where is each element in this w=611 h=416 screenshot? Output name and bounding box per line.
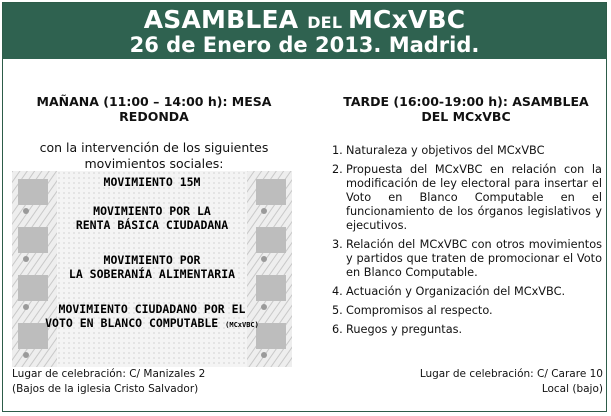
morning-title: MAÑANA (11:00 – 14:00 h): MESA REDONDA (36, 94, 272, 124)
movement-line: LA SOBERANÍA ALIMENTARIA (68, 267, 236, 281)
agenda-list (332, 144, 602, 342)
item-text: Ruegos y preguntas. (346, 323, 463, 336)
movement-item-soberania (12, 253, 292, 281)
item-text: Compromisos al respecto. (346, 304, 493, 317)
list-item (332, 323, 602, 337)
afternoon-venue-address: Lugar de celebración: C/ Carare 10 (419, 368, 603, 380)
item-number: 3. (332, 238, 343, 251)
morning-venue-address: Lugar de celebración: C/ Manizales 2 (12, 368, 206, 380)
movement-item-renta-basica (12, 204, 292, 232)
afternoon-venue-detail: Local (bajo) (541, 383, 603, 395)
item-number: 1. (332, 144, 343, 157)
item-text: Naturaleza y objetivos del MCxVBC (346, 144, 545, 157)
movements-box (12, 171, 292, 367)
list-item (332, 304, 602, 318)
item-text: Propuesta del MCxVBC en relación con la modificación de ley electoral para insertar el Voto en Blanco Computable en el funcionamiento de los órganos legislativos y ejecutivos. (346, 163, 602, 232)
list-item (332, 144, 602, 158)
title-part-2: MCxVBC (347, 5, 466, 34)
item-number: 2. (332, 163, 343, 176)
movement-item-15m (12, 175, 292, 189)
afternoon-title: TARDE (16:00-19:00 h): ASAMBLEA DEL MCxVBC (343, 94, 589, 124)
item-number: 4. (332, 285, 343, 298)
movement-line: MOVIMIENTO POR LA (93, 204, 211, 218)
movement-line: MOVIMIENTO POR (103, 253, 201, 267)
movement-line: MOVIMIENTO 15M (103, 175, 201, 189)
list-item (332, 163, 602, 233)
movement-line: VOTO EN BLANCO COMPUTABLE (45, 316, 226, 330)
title-part-1: ASAMBLEA (143, 5, 308, 34)
morning-venue (12, 367, 205, 397)
morning-section (8, 94, 300, 172)
item-number: 6. (332, 323, 343, 336)
title-part-small: DEL (307, 13, 348, 32)
list-item (332, 285, 602, 299)
afternoon-section (330, 94, 602, 336)
morning-venue-detail: (Bajos de la iglesia Cristo Salvador) (12, 383, 199, 395)
movement-line: MOVIMIENTO CIUDADANO POR EL (58, 302, 246, 316)
movement-suffix: (MCxVBC) (225, 321, 259, 329)
header-banner (3, 3, 606, 59)
list-item (332, 238, 602, 280)
item-number: 5. (332, 304, 343, 317)
item-text: Relación del MCxVBC con otros movimientos y partidos que traten de promocionar el Voto en Blanco Computable. (346, 238, 602, 279)
morning-intro: con la intervención de los siguientes movimientos sociales: (39, 140, 269, 171)
movement-item-mcxvbc (12, 302, 292, 332)
movement-line: RENTA BÁSICA CIUDADANA (75, 218, 229, 232)
afternoon-venue (420, 367, 603, 397)
header-subtitle: 26 de Enero de 2013. Madrid. (129, 33, 480, 57)
item-text: Actuación y Organización del MCxVBC. (346, 285, 566, 298)
